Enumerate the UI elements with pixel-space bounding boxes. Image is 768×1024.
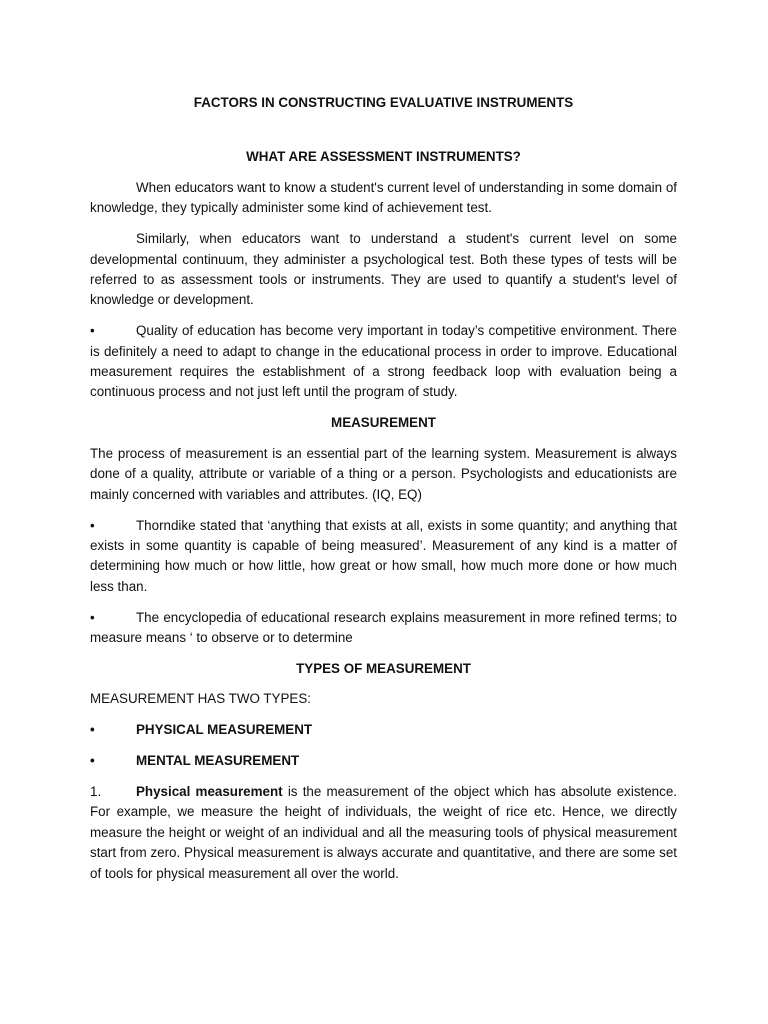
bullet-symbol: •: [90, 722, 95, 738]
item-number: 1.: [90, 784, 102, 800]
bullet-symbol: •: [90, 323, 95, 339]
section-heading-types-of-measurement: TYPES OF MEASUREMENT: [296, 660, 471, 676]
bullet-paragraph-encyclopedia: [90, 608, 677, 649]
list-item-label: PHYSICAL MEASUREMENT: [136, 722, 313, 738]
bullet-text: Quality of education has become very important in today’s competitive environment. There is definitely a need to adapt to change in the educational process in order to improve. Educational measurement requires the establishment of a strong feedback loop with evaluation being a continuous process and not just left until the program of study.: [90, 323, 677, 400]
document-page: [90, 93, 677, 895]
document-title: FACTORS IN CONSTRUCTING EVALUATIVE INSTRUMENTS: [193, 95, 574, 110]
paragraph-psychological-test: Similarly, when educators want to understand a student's current level on some developmental continuum, they administer a psychological test. Both these types of tests will be referred to as assessment tools or instruments. They are used to quantify a student's level of knowledge or development.: [90, 231, 677, 308]
paragraph-two-types-intro: MEASUREMENT HAS TWO TYPES:: [90, 691, 311, 707]
bullet-paragraph-quality-education: [90, 321, 677, 403]
bullet-text: Thorndike stated that ‘anything that exists at all, exists in some quantity; and anything that exists in some quantity is capable of being measured’. Measurement of any kind is a matter of determining how much or how little, how great or how small, how much more done or how much less than.: [90, 517, 677, 594]
bullet-text: The encyclopedia of educational research explains measurement in more refined terms; to measure means ‘ to observe or to determine: [90, 609, 677, 646]
list-item-physical-measurement: [90, 720, 677, 740]
term-physical-measurement: Physical measurement: [136, 784, 283, 800]
definition-text: is the measurement of the object which has absolute existence. For example, we measure the height of individuals, the weight of rice etc. Hence, we directly measure the height or weight of an individual and all the measuring tools of physical measurement start from zero. Physical measurement is always accurate and quantitative, and there are some set of tools for physical measurement all over the world.: [90, 784, 677, 881]
bullet-paragraph-thorndike: [90, 516, 677, 598]
numbered-paragraph-physical-measurement: [90, 782, 677, 884]
list-item-mental-measurement: [90, 751, 677, 771]
paragraph-achievement-test: When educators want to know a student's current level of understanding in some domain of knowledge, they typically administer some kind of achievement test.: [90, 179, 677, 216]
section-heading-assessment-instruments: WHAT ARE ASSESSMENT INSTRUMENTS?: [246, 149, 521, 165]
bullet-symbol: •: [90, 753, 95, 769]
bullet-symbol: •: [90, 517, 95, 533]
paragraph-measurement-process: The process of measurement is an essential part of the learning system. Measurement is always done of a quality, attribute or variable of a thing or a person. Psychologists and educationists are mainly concerned with variables and attributes. (IQ, EQ): [90, 445, 677, 502]
list-item-label: MENTAL MEASUREMENT: [136, 753, 300, 769]
section-heading-measurement: MEASUREMENT: [331, 415, 436, 431]
bullet-symbol: •: [90, 609, 95, 625]
